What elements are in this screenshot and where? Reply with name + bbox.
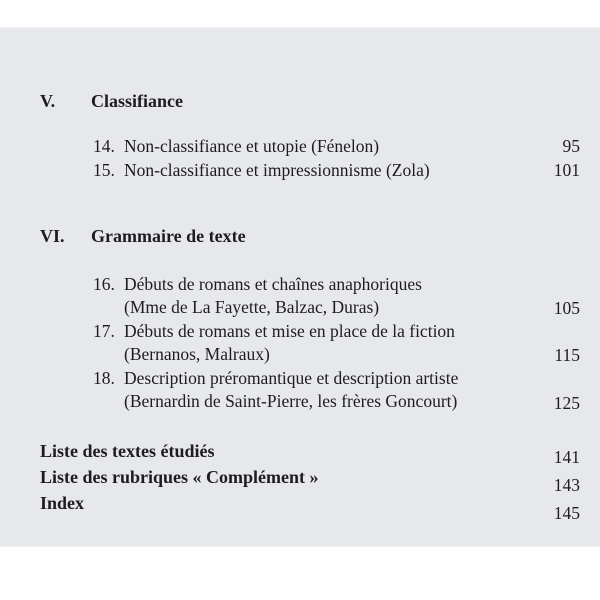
back-matter-page: 145: [553, 503, 580, 523]
back-matter-page: 143: [553, 475, 580, 495]
part-number: VI.: [40, 226, 65, 246]
back-matter-item: Index: [40, 493, 85, 513]
back-matter-page: 141: [553, 447, 580, 467]
part-title: Grammaire de texte: [91, 226, 246, 246]
entry-title: Description préromantique et description artiste: [124, 368, 459, 388]
entry-title: Débuts de romans et mise en place de la fiction: [124, 321, 455, 341]
entry-number: 15.: [93, 160, 115, 180]
entry-page: 115: [554, 345, 580, 365]
entry-number: 14.: [93, 136, 115, 156]
entry-number: 17.: [93, 321, 115, 341]
back-matter-item: Liste des textes étudiés: [40, 441, 215, 461]
entry-subtitle: (Mme de La Fayette, Balzac, Duras): [124, 297, 380, 317]
entry-title: Non-classifiance et impressionnisme (Zola): [124, 160, 430, 180]
entry-subtitle: (Bernanos, Malraux): [124, 344, 270, 364]
entry-page: 101: [553, 160, 580, 180]
part-title: Classifiance: [91, 91, 183, 111]
entry-title: Non-classifiance et utopie (Fénelon): [124, 136, 380, 156]
entry-page: 95: [562, 136, 580, 156]
book-page: [0, 28, 600, 546]
entry-page: 125: [553, 393, 580, 413]
entry-number: 16.: [93, 274, 115, 294]
entry-subtitle: (Bernardin de Saint-Pierre, les frères Goncourt): [124, 391, 458, 411]
entry-page: 105: [553, 298, 580, 318]
back-matter-item: Liste des rubriques « Complément »: [40, 467, 319, 487]
entry-title: Débuts de romans et chaînes anaphoriques: [124, 274, 422, 294]
part-number: V.: [40, 91, 56, 111]
entry-number: 18.: [93, 368, 115, 388]
